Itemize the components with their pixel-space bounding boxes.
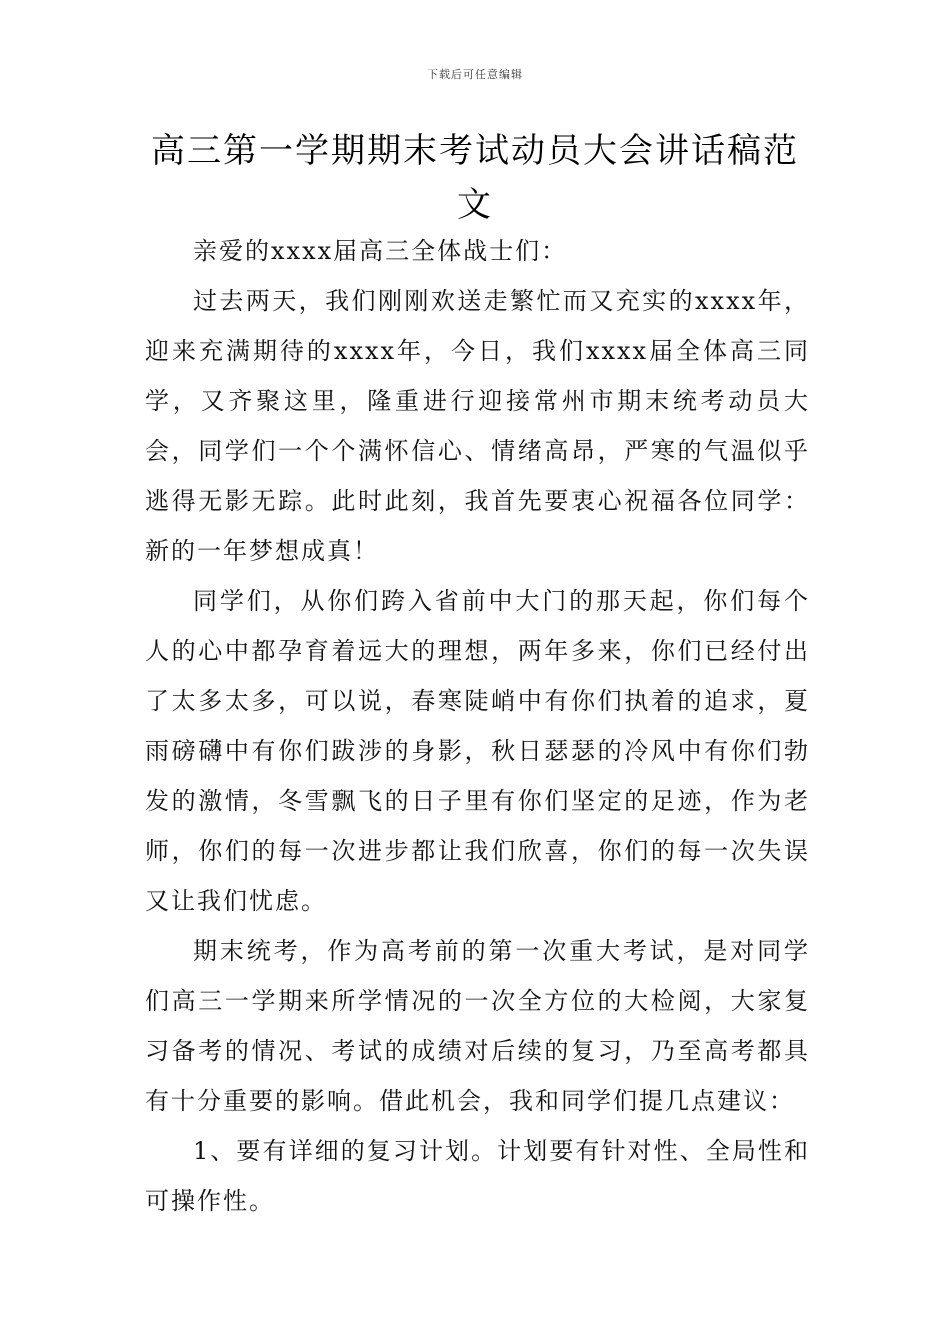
body-paragraph: 期末统考，作为高考前的第一次重大考试，是对同学们高三一学期来所学情况的一次全方位的大检阅，大家复习备考的情况、考试的成绩对后续的复习，乃至高考都具有十分重要的影响。借此机会，我和同学们提几点建议： — [145, 937, 810, 1115]
body-paragraph: 过去两天，我们刚刚欢送走繁忙而又充实的xxxx年，迎来充满期待的xxxx年，今日，我们xxxx届全体高三同学，又齐聚这里，隆重进行迎接常州市期末统考动员大会，同学们一个个满怀信心、情绪高昂，严寒的气温似乎逃得无影无踪。此时此刻，我首先要衷心祝福各位同学：新的一年梦想成真！ — [145, 287, 810, 565]
document-title: 高三第一学期期末考试动员大会讲话稿范文 — [151, 131, 799, 225]
salutation-paragraph: 亲爱的xxxx届高三全体战士们： — [193, 237, 568, 265]
document-body — [145, 226, 810, 1226]
suggestion-paragraph: 1、要有详细的复习计划。计划要有针对性、全局性和可操作性。 — [145, 1137, 810, 1215]
header-note: 下载后可任意编辑 — [427, 68, 523, 81]
body-paragraph: 同学们，从你们跨入省前中大门的那天起，你们每个人的心中都孕育着远大的理想，两年多来，你们已经付出了太多太多，可以说，春寒陡峭中有你们执着的追求，夏雨磅礴中有你们跋涉的身影，秋日瑟瑟的冷风中有你们勃发的激情，冬雪飘飞的日子里有你们坚定的足迹，作为老师，你们的每一次进步都让我们欣喜，你们的每一次失误又让我们忧虑。 — [145, 587, 810, 915]
